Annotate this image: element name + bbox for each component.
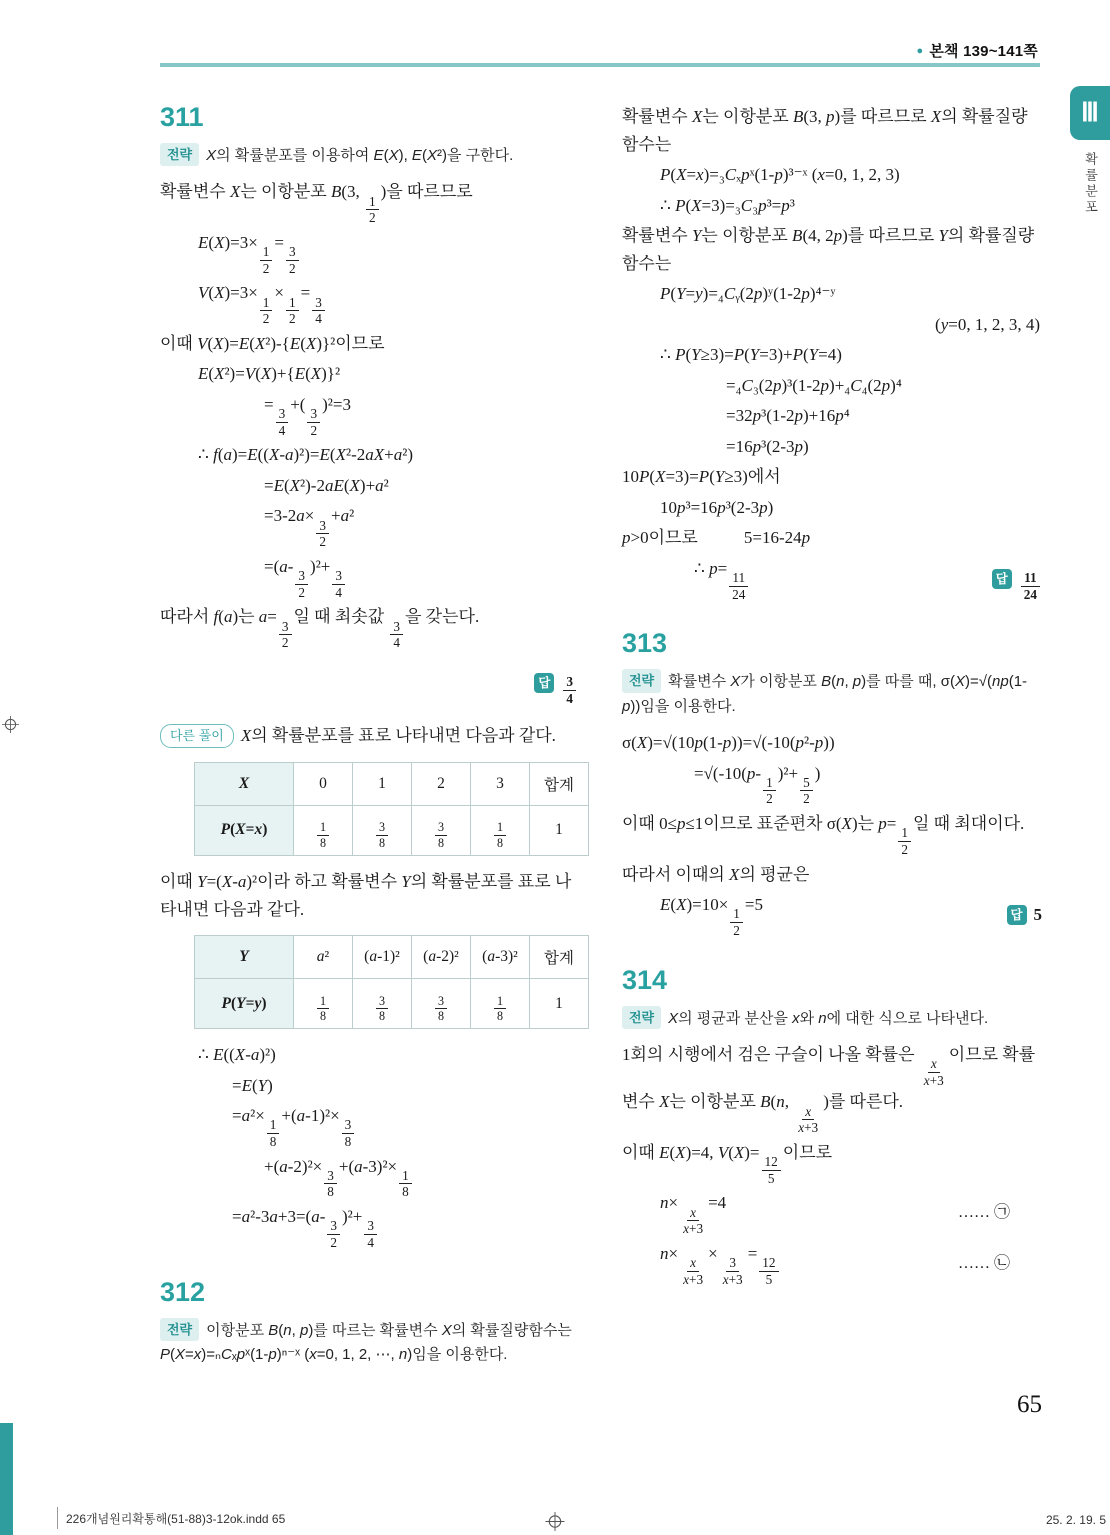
equation-text: 5=16-24p <box>743 528 811 548</box>
page-header <box>916 40 1038 61</box>
text-line: 이때 V(X)=E(X²)-{E(X)}²이므로 <box>160 333 385 353</box>
registration-mark-icon <box>546 1512 565 1531</box>
equation-row <box>622 1189 1042 1237</box>
strategy-block-313 <box>622 669 1042 719</box>
table-cell: 1 <box>530 805 589 855</box>
text-line: 이때 0≤p≤1이므로 표준편차 σ(X)는 p= $\frac{1}{2}$ 일 때 최대이다. <box>622 814 1025 857</box>
table-cell: 0 <box>294 762 353 805</box>
problem-number-313: 313 <box>622 628 668 659</box>
footer-crop-line <box>57 1507 58 1529</box>
text-line: 이때 E(X)=4, V(X)= $\frac{12}{5}$ 이므로 <box>622 1142 833 1186</box>
answer-group <box>992 555 1042 603</box>
conclusion-row-313 <box>622 891 1042 939</box>
distribution-table-x <box>194 762 589 856</box>
strategy-badge: 전략 <box>622 1006 661 1029</box>
math-line: n× $\frac{x}{x+3}$ =4 <box>660 1193 727 1237</box>
math-line: =√(-10(p- $\frac{1}{2}$ )²+ $\frac{5}{2}$ ) <box>694 763 821 807</box>
math-line: = $\frac{3}{4}$ +( $\frac{3}{2}$ )²=3 <box>264 394 351 438</box>
answer-value: $\frac{11}{24}$ <box>1019 555 1042 603</box>
math-line: =(a- $\frac{3}{2}$ )²+ $\frac{3}{4}$ <box>160 553 580 601</box>
table-row <box>195 979 589 1029</box>
table-cell: a² <box>294 936 353 979</box>
math-line: ∴ P(X=3)=₃C₃p³=p³ <box>660 195 795 215</box>
table-row <box>195 805 589 855</box>
alt-intro-text: X의 확률분포를 표로 나타내면 다음과 같다. <box>240 726 556 746</box>
table-cell: $\frac{1}{8}$ <box>471 979 530 1029</box>
content-columns <box>160 100 1042 1377</box>
answer-badge: 답 <box>534 673 554 693</box>
math-line: σ(X)=√(10p(1-p))=√(-10(p²-p)) <box>622 733 835 753</box>
table-cell: Y <box>195 936 294 979</box>
table-cell: $\frac{1}{8}$ <box>294 979 353 1029</box>
table-cell: P(X=x) <box>195 805 294 855</box>
math-line: +(a-2)²× $\frac{3}{8}$ +(a-3)²× $\frac{1}{8}$ <box>160 1153 580 1201</box>
chapter-side-label: 확률분포 <box>1083 152 1098 216</box>
math-line: =a²× $\frac{1}{8}$ +(a-1)²× $\frac{3}{8}$ <box>160 1102 580 1150</box>
text-line: 따라서 이때의 X의 평균은 <box>622 864 810 884</box>
math-line: =3-2a× $\frac{3}{2}$ +a² <box>264 506 355 550</box>
footer-filename: 226개념원리확통해(51-88)3-12ok.indd 65 <box>66 1512 286 1526</box>
math-line: =E(Y) <box>232 1075 273 1095</box>
strategy-text: 이항분포 B(n, p)를 따르는 확률변수 X의 확률질량함수는 P(X=x)=ₙCₓpˣ(1-p)ⁿ⁻ˣ (x=0, 1, 2, ⋯, n)임을 이용한다. <box>160 1321 572 1363</box>
math-line: =32p³(1-2p)+16p⁴ <box>726 406 850 426</box>
text-line: 확률변수 X는 이항분포 B(3, p)를 따르므로 X의 확률질량함수는 <box>622 107 1028 154</box>
answer-value: 5 <box>1033 905 1042 925</box>
problem-number-314: 314 <box>622 964 668 995</box>
strategy-block-314 <box>622 1006 1042 1031</box>
math-line: E(X)=10× $\frac{1}{2}$ =5 <box>660 895 764 938</box>
table-cell: $\frac{1}{8}$ <box>294 805 353 855</box>
equation-row <box>622 1240 1042 1288</box>
strategy-text: X의 평균과 분산을 x와 n에 대한 식으로 나타낸다. <box>668 1009 989 1027</box>
text-line: 1회의 시행에서 검은 구슬이 나올 확률은 $\frac{x}{x+3}$ 이므로 확률변수 X는 이항분포 B(n, $\frac{x}{x+3}$ )를 따른다. <box>622 1044 1036 1136</box>
strategy-block-311 <box>160 143 580 168</box>
text-line: 따라서 f(a)는 a= $\frac{3}{2}$ 일 때 최솟값 $\frac{3}{4}$ 을 갖는다. <box>160 607 480 651</box>
math-line: ∴ E((X-a)²) <box>198 1045 276 1065</box>
text-line: 확률변수 Y는 이항분포 B(4, 2p)를 따르므로 Y의 확률질량함수는 <box>622 226 1035 273</box>
table-cell: 3 <box>471 762 530 805</box>
condition-text: p>0이므로 <box>622 528 698 548</box>
strategy-text: 확률변수 X가 이항분포 B(n, p)를 따를 때, σ(X)=√(np(1-p))임을 이용한다. <box>622 673 1028 715</box>
table-cell: $\frac{1}{8}$ <box>471 805 530 855</box>
table-cell: (a-3)² <box>471 936 530 979</box>
table-cell: (a-2)² <box>412 936 471 979</box>
bullet-icon: ● <box>916 45 924 57</box>
math-line: V(X)=3× $\frac{1}{2}$ × $\frac{1}{2}$ = $\frac{3}{4}$ <box>160 279 580 327</box>
math-line: 10p³=16p³(2-3p) <box>660 497 774 517</box>
math-line: =a²-3a+3=(a- $\frac{3}{2}$ )²+ $\frac{3}{4}$ <box>160 1203 580 1251</box>
chapter-tab: Ⅲ <box>1070 86 1110 140</box>
table-row <box>195 936 589 979</box>
strategy-badge: 전략 <box>160 143 199 166</box>
table-cell: $\frac{3}{8}$ <box>353 979 412 1029</box>
problem-number-311: 311 <box>160 102 204 132</box>
math-line: ∴ p= $\frac{11}{24}$ <box>622 555 750 603</box>
strategy-badge: 전략 <box>160 1318 199 1341</box>
math-line: =₄C₃(2p)³(1-2p)+₄C₄(2p)⁴ <box>726 375 902 395</box>
answer-group <box>1007 901 1043 929</box>
answer-badge: 답 <box>1007 905 1027 925</box>
right-column <box>622 100 1042 1290</box>
table-cell: (a-1)² <box>353 936 412 979</box>
math-line: E(X)=3× $\frac{1}{2}$ = $\frac{3}{2}$ <box>160 229 580 277</box>
equation-label: …… ㉠ <box>957 1204 1010 1222</box>
footer-date: 25. 2. 19. 5 <box>1045 1513 1106 1527</box>
header-rule <box>160 63 1040 67</box>
math-line: E(X²)=V(X)+{E(X)}² <box>198 364 341 384</box>
strategy-badge: 전략 <box>622 669 661 692</box>
conclusion-row-312 <box>622 555 1042 603</box>
answer-row-311 <box>160 659 578 707</box>
math-line: P(X=x)=₃Cₓpˣ(1-p)³⁻ˣ (x=0, 1, 2, 3) <box>660 165 900 185</box>
table-cell: 합계 <box>530 762 589 805</box>
strategy-text: X의 확률분포를 이용하여 E(X), E(X²)을 구한다. <box>206 147 514 164</box>
corner-color-bar <box>0 1423 13 1535</box>
distribution-table-y <box>194 935 589 1029</box>
table-cell: 1 <box>530 979 589 1029</box>
math-line: (y=0, 1, 2, 3, 4) <box>935 314 1040 334</box>
page-number: 65 <box>1017 1391 1042 1418</box>
strategy-block-312 <box>160 1318 580 1368</box>
math-line: P(Y=y)=₄Cᵧ(2p)ʸ(1-2p)⁴⁻ʸ <box>660 284 836 304</box>
answer-badge: 답 <box>992 569 1012 589</box>
text-line: 10P(X=3)=P(Y≥3)에서 <box>622 467 781 487</box>
math-line: ∴ f(a)=E((X-a)²)=E(X²-2aX+a²) <box>198 445 413 465</box>
equation-label: …… ㉡ <box>957 1254 1010 1272</box>
text-line: 확률변수 X는 이항분포 B(3, $\frac{1}{2}$ )을 따르므로 <box>160 182 473 226</box>
table-cell: $\frac{3}{8}$ <box>412 805 471 855</box>
math-line: n× $\frac{x}{x+3}$ × $\frac{3}{x+3}$ = $\frac{12}{5}$ <box>622 1240 781 1288</box>
registration-mark-icon <box>2 716 19 733</box>
math-line <box>622 524 1042 552</box>
table-cell: 1 <box>353 762 412 805</box>
left-column <box>160 100 580 1377</box>
table-row <box>195 762 589 805</box>
table-cell: 합계 <box>530 936 589 979</box>
table-cell: X <box>195 762 294 805</box>
math-line: =16p³(2-3p) <box>726 436 809 456</box>
text-line: 이때 Y=(X-a)²이라 하고 확률변수 Y의 확률분포를 표로 나타내면 다음과 같다. <box>160 871 572 919</box>
problem-number-312: 312 <box>160 1276 206 1307</box>
table-cell: $\frac{3}{8}$ <box>412 979 471 1029</box>
answer-value: $\frac{3}{4}$ <box>561 659 578 707</box>
alt-solution-badge: 다른 풀이 <box>160 724 234 748</box>
table-cell: P(Y=y) <box>195 979 294 1029</box>
book-ref: 본책 139~141쪽 <box>929 43 1038 60</box>
math-line: =E(X²)-2aE(X)+a² <box>264 475 389 495</box>
table-cell: $\frac{3}{8}$ <box>353 805 412 855</box>
math-line: ∴ P(Y≥3)=P(Y=3)+P(Y=4) <box>660 345 842 365</box>
alt-solution-line <box>160 722 580 750</box>
table-cell: 2 <box>412 762 471 805</box>
